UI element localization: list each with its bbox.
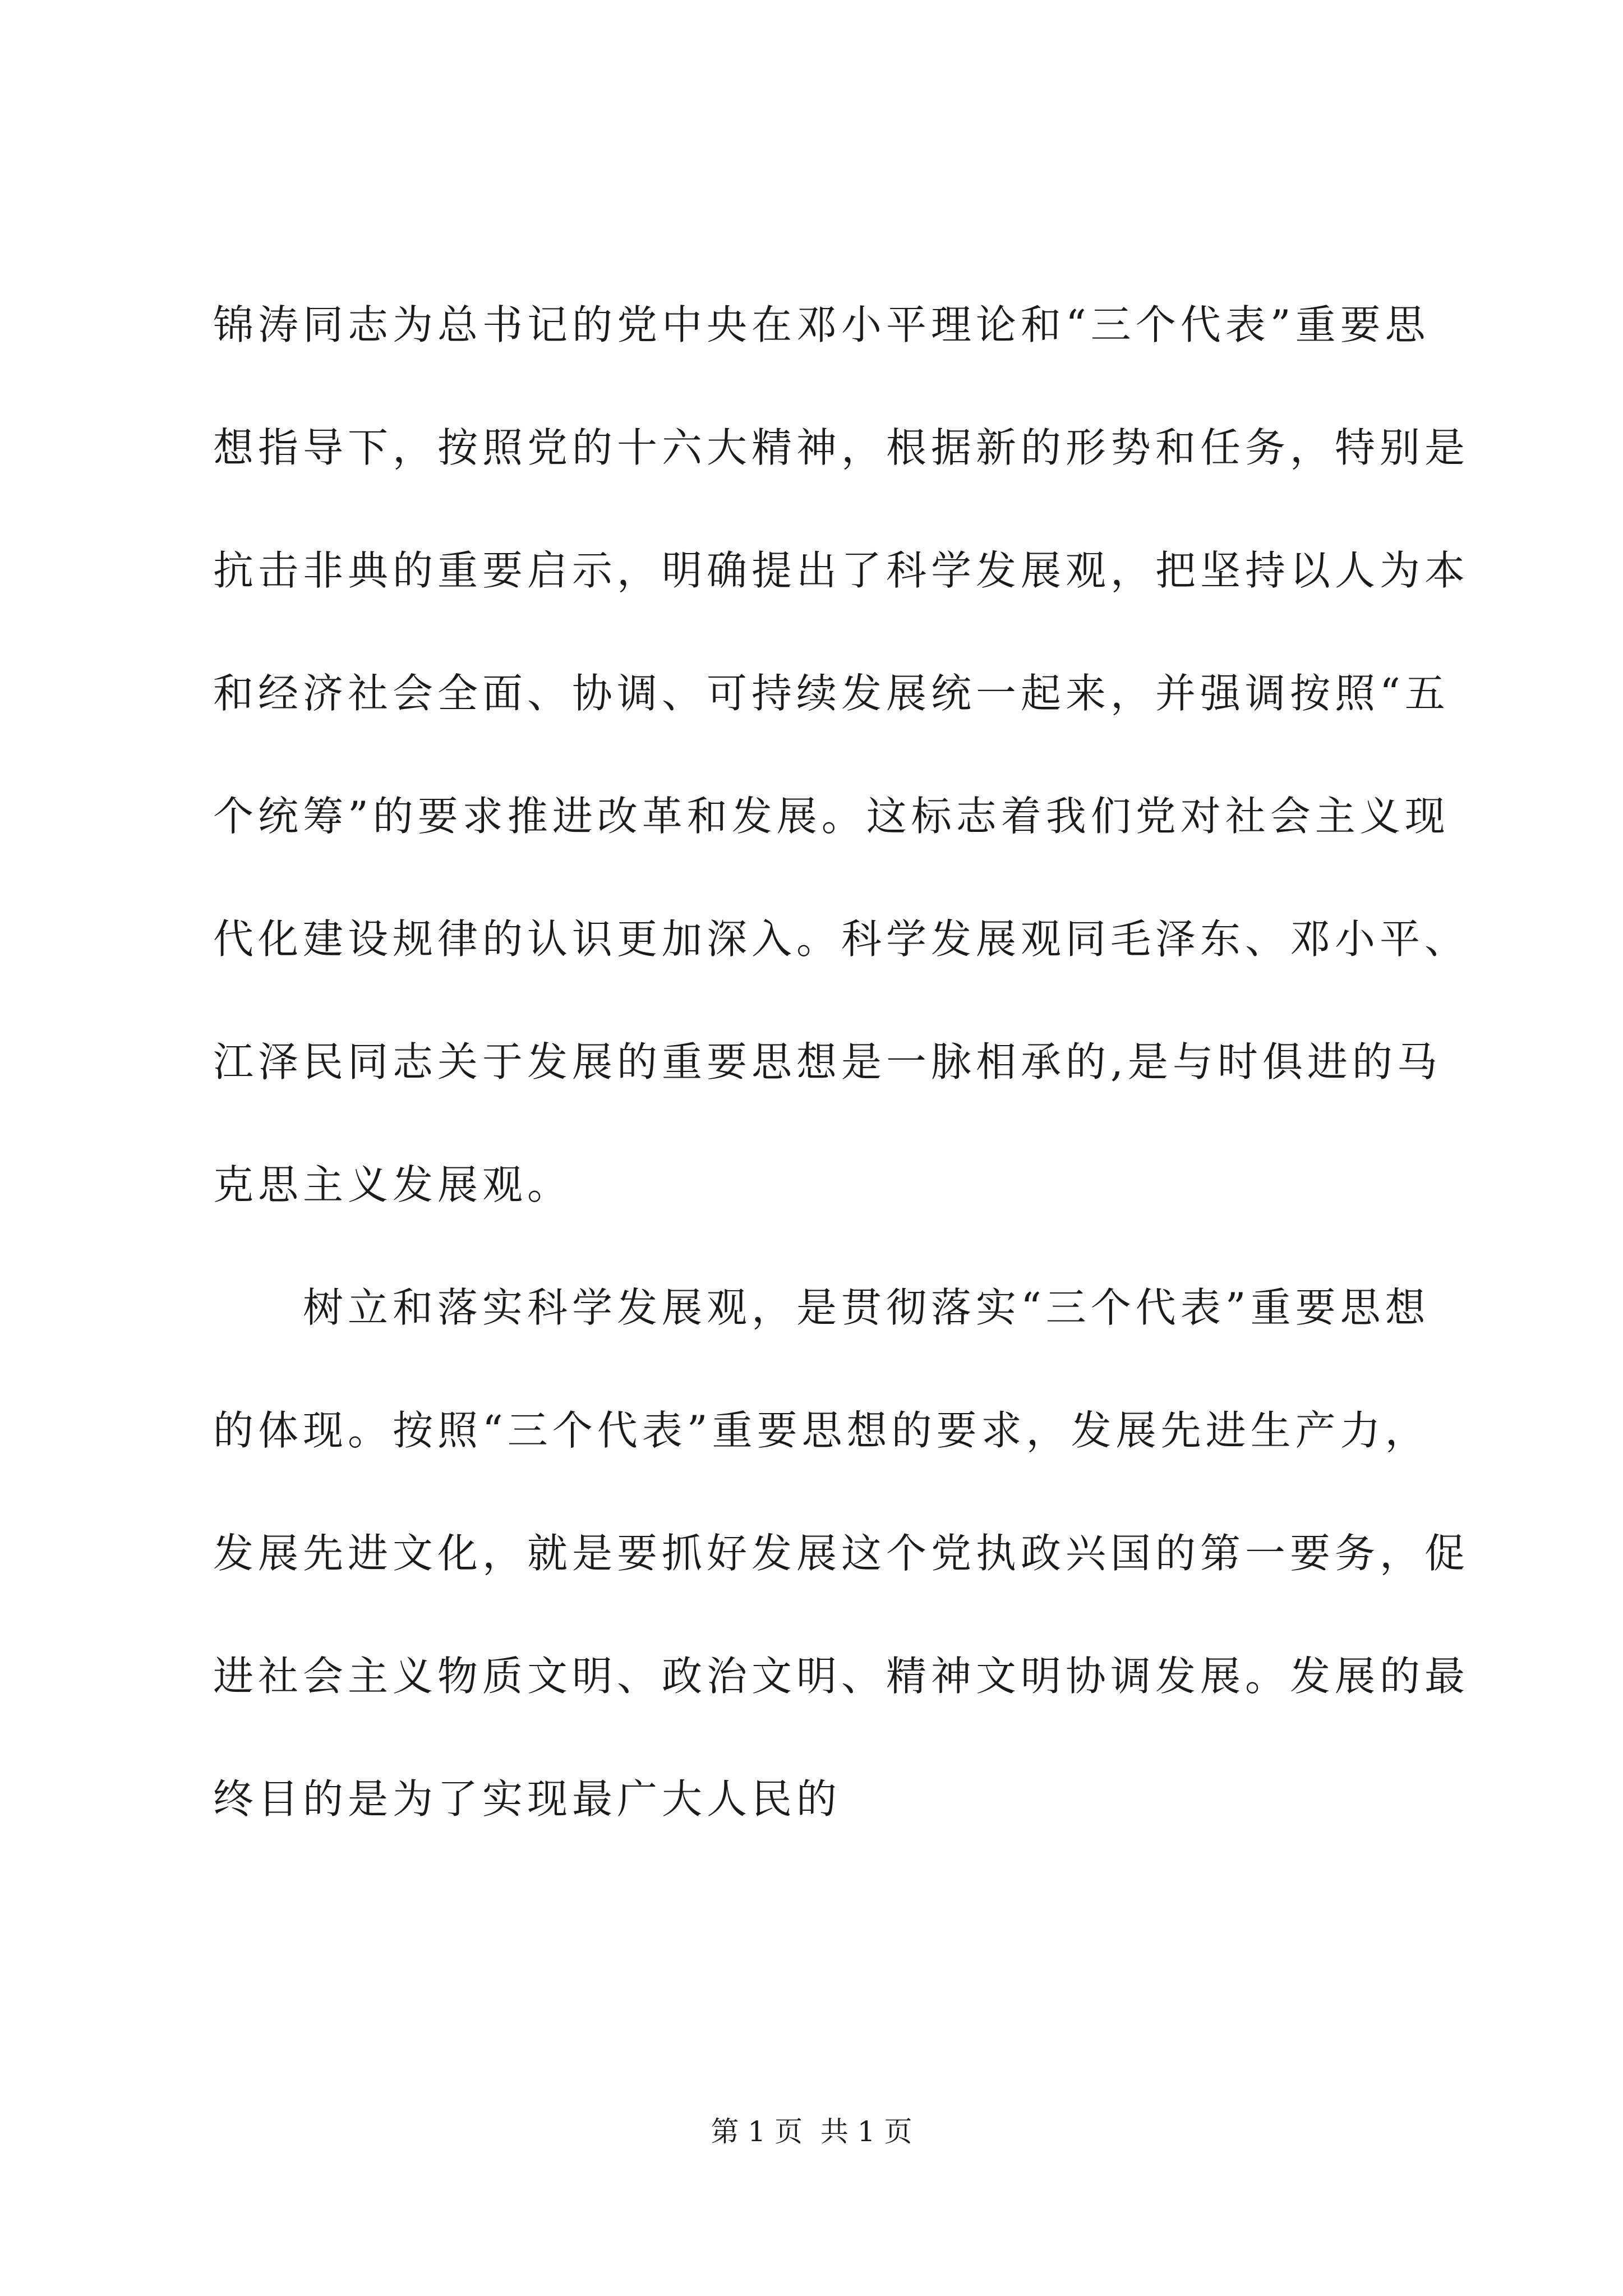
text-line: 想指导下，按照党的十六大精神，根据新的形势和任务，特别是 — [213, 424, 1470, 471]
text-line: 和经济社会全面、协调、可持续发展统一起来，并强调按照“五 — [213, 670, 1450, 717]
text-line: 树立和落实科学发展观，是贯彻落实“三个代表”重要思想 — [213, 1284, 1430, 1331]
text-line: 锦涛同志为总书记的党中央在邓小平理论和“三个代表”重要思 — [213, 301, 1430, 348]
page-footer: 第 1 页 共 1 页 — [711, 2115, 912, 2148]
text-line: 克思主义发展观。 — [213, 1161, 573, 1208]
text-line: 发展先进文化，就是要抓好发展这个党执政兴国的第一要务，促 — [213, 1530, 1470, 1577]
text-line: 江泽民同志关于发展的重要思想是一脉相承的,是与时俱进的马 — [213, 1038, 1442, 1085]
text-line: 的体现。按照“三个代表”重要思想的要求，发展先进生产力， — [213, 1407, 1430, 1454]
text-line: 代化建设规律的认识更加深入。科学发展观同毛泽东、邓小平、 — [213, 915, 1470, 963]
text-line: 抗击非典的重要启示，明确提出了科学发展观，把坚持以人为本 — [213, 547, 1470, 594]
body-text — [213, 264, 1470, 1861]
text-line: 个统筹”的要求推进改革和发展。这标志着我们党对社会主义现 — [213, 793, 1450, 840]
text-line: 进社会主义物质文明、政治文明、精神文明协调发展。发展的最 — [213, 1653, 1470, 1700]
text-line: 终目的是为了实现最广大人民的 — [213, 1775, 842, 1823]
